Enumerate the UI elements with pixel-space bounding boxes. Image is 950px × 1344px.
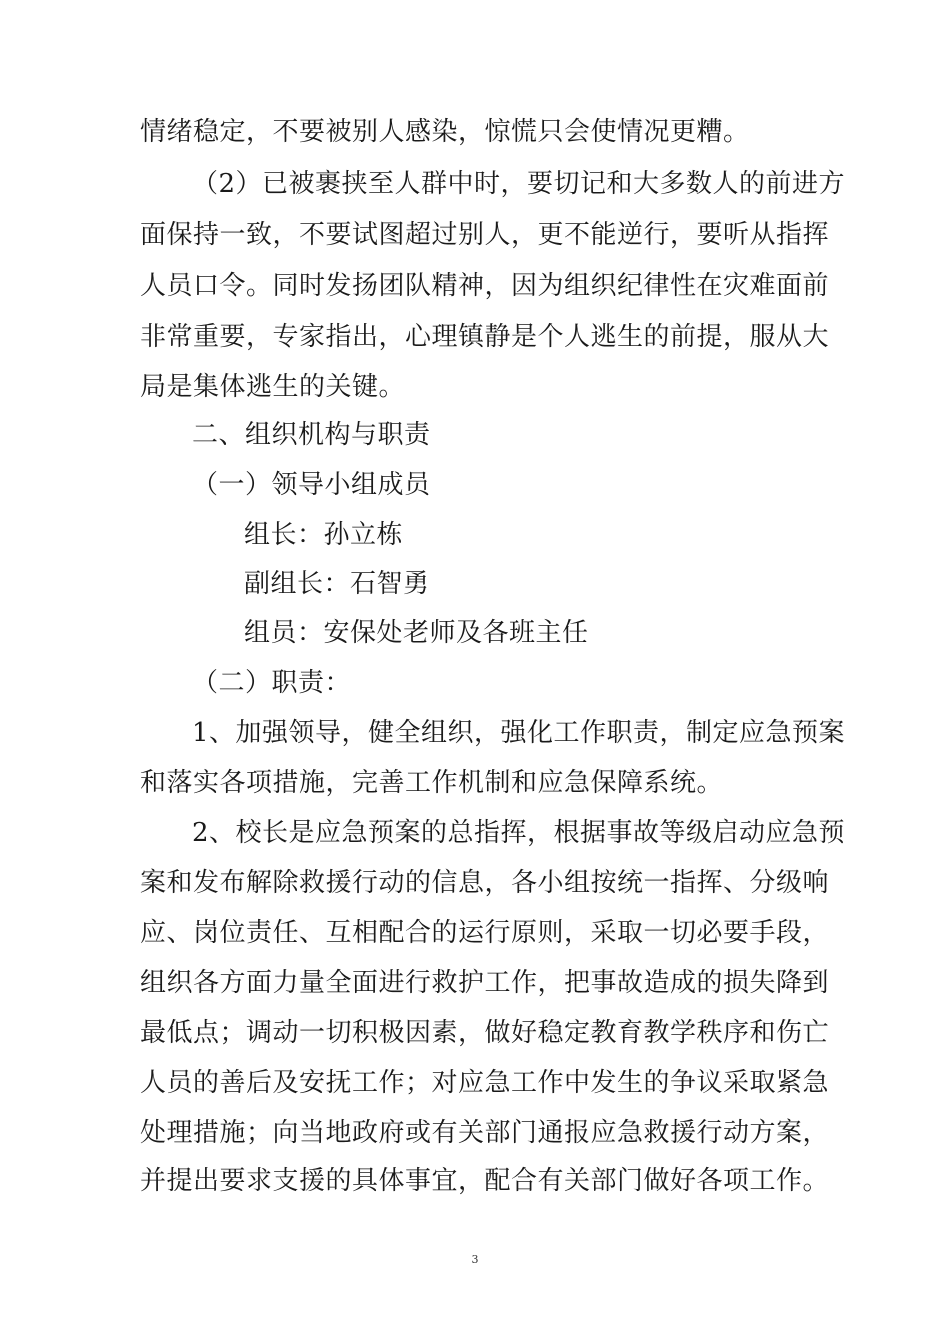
body-text-line: 应、岗位责任、互相配合的运行原则，采取一切必要手段， bbox=[140, 918, 830, 948]
section-heading: 二、组织机构与职责 bbox=[192, 420, 431, 450]
body-text-line: 和落实各项措施，完善工作机制和应急保障系统。 bbox=[140, 768, 724, 798]
body-text-line: 1、加强领导，健全组织，强化工作职责，制定应急预案 bbox=[192, 718, 846, 748]
body-text-line: 2、校长是应急预案的总指挥，根据事故等级启动应急预 bbox=[192, 818, 846, 848]
body-text-line: 案和发布解除救援行动的信息，各小组按统一指挥、分级响 bbox=[140, 868, 830, 898]
body-text-line: 处理措施；向当地政府或有关部门通报应急救援行动方案， bbox=[140, 1118, 830, 1148]
member-line-members: 组员：安保处老师及各班主任 bbox=[244, 618, 589, 648]
body-text-line: 局是集体逃生的关键。 bbox=[140, 372, 406, 402]
member-line-deputy: 副组长：石智勇 bbox=[244, 569, 430, 599]
body-text-line: 非常重要，专家指出，心理镇静是个人逃生的前提，服从大 bbox=[140, 322, 830, 352]
body-text-line: 情绪稳定，不要被别人感染，惊慌只会使情况更糟。 bbox=[140, 117, 750, 147]
body-text-line: 组织各方面力量全面进行救护工作，把事故造成的损失降到 bbox=[140, 968, 830, 998]
body-text-line: 面保持一致，不要试图超过别人，更不能逆行，要听从指挥 bbox=[140, 220, 830, 250]
subsection-heading: （一）领导小组成员 bbox=[192, 470, 431, 500]
page-number: 3 bbox=[471, 1253, 479, 1266]
member-line-leader: 组长：孙立栋 bbox=[244, 520, 404, 550]
body-text-line: 人员的善后及安抚工作；对应急工作中发生的争议采取紧急 bbox=[140, 1068, 830, 1098]
body-text-line: 人员口令。同时发扬团队精神，因为组织纪律性在灾难面前 bbox=[140, 271, 830, 301]
body-text-line: 并提出要求支援的具体事宜，配合有关部门做好各项工作。 bbox=[140, 1166, 830, 1196]
body-text-line: 最低点；调动一切积极因素，做好稳定教育教学秩序和伤亡 bbox=[140, 1018, 830, 1048]
subsection-heading: （二）职责： bbox=[192, 668, 352, 698]
body-text-line: （2）已被裹挟至人群中时，要切记和大多数人的前进方 bbox=[192, 169, 846, 199]
